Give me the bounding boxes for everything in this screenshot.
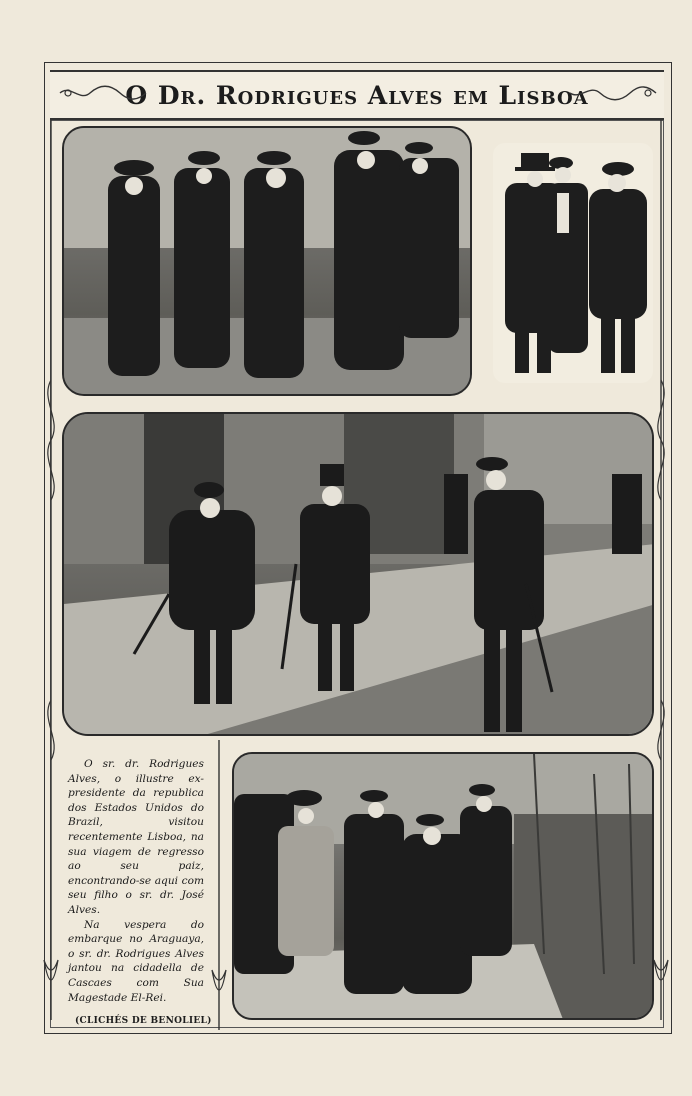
caption-paragraph-2: Na vespera do embarque no Araguaya, o sr. dr. Rodrigues Alves jantou na cidadella de Cascaes com Sua Magestade El-Rei. (68, 918, 204, 1004)
middle-column-ornament (208, 740, 230, 1030)
photo-group-arrival-image (64, 128, 472, 396)
caption-text (68, 757, 204, 1005)
photo-group-arrival (62, 126, 472, 396)
photo-street-walk-image (64, 414, 654, 736)
left-column-ornament (40, 120, 62, 1020)
caption-paragraph-1: O sr. dr. Rodrigues Alves, o illustre ex-presidente da republica dos Estados Unidos do Brazil, visitou recentemente Lisboa, na sua viagem de regresso ao seu paiz, encontrando-se aqui com seu filho o sr. dr. José Alves. (68, 758, 204, 916)
photo-street-walk (62, 412, 654, 736)
photo-three-men-conversing (493, 143, 653, 383)
photo-embarkation-image (234, 754, 654, 1020)
photo-credit: (CLICHÉS DE BENOLIEL) (75, 1016, 212, 1026)
left-ornament-icon (58, 84, 148, 102)
page-title: O Dr. Rodrigues Alves em Lisboa (125, 80, 589, 110)
right-ornament-icon (568, 84, 658, 102)
photo-three-men-conversing-image (493, 143, 653, 383)
photo-embarkation (232, 752, 654, 1020)
